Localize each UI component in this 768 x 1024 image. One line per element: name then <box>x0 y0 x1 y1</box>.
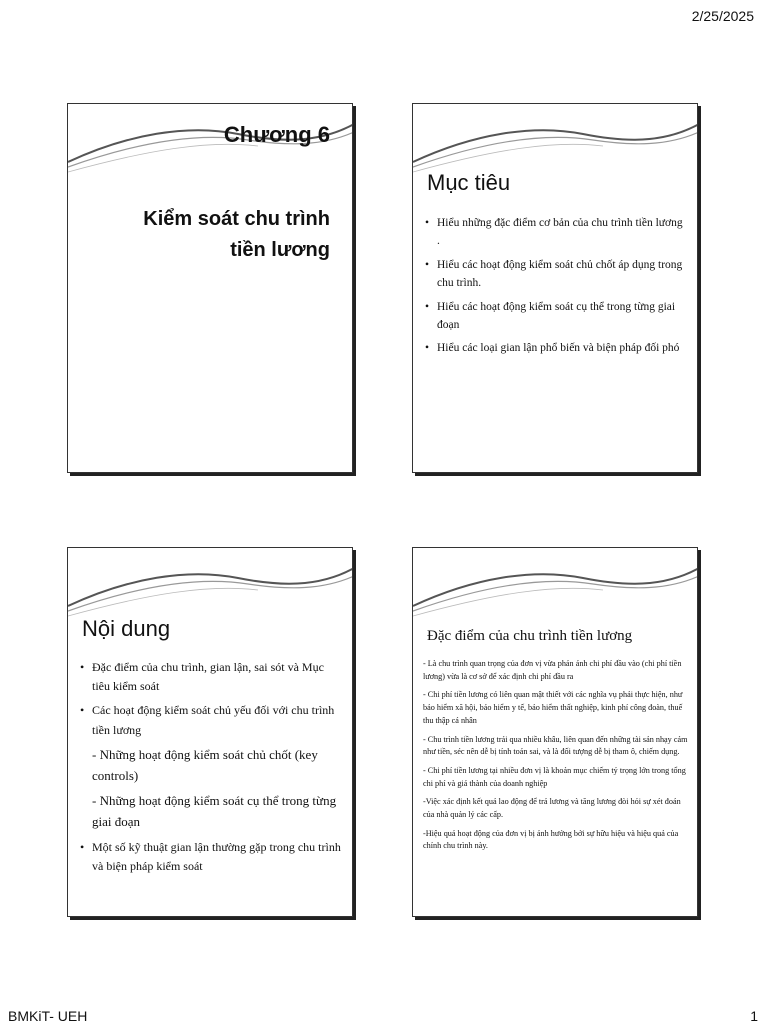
slide-2-objectives <box>412 103 698 473</box>
contents-list <box>80 658 342 881</box>
list-item: • Một số kỹ thuật gian lận thường gặp trong chu trình và biện pháp kiểm soát <box>80 838 342 876</box>
footer-source: BMKiT- UEH <box>8 1008 88 1024</box>
characteristics-text <box>423 658 691 859</box>
chapter-label: Chương 6 <box>223 122 330 147</box>
decorative-swoosh <box>413 104 698 174</box>
list-item: • Đặc điểm của chu trình, gian lận, sai sót và Mục tiêu kiểm soát <box>80 658 342 696</box>
slide-title: Nội dung <box>82 616 171 641</box>
decorative-swoosh <box>413 548 698 618</box>
objectives-list <box>425 214 687 363</box>
slide-3-contents <box>67 547 353 917</box>
list-item: • Các hoạt động kiểm soát chủ yếu đối với chu trình tiền lương <box>80 701 342 739</box>
title-line-1: Kiểm soát chu trình <box>143 208 330 230</box>
paragraph: -Việc xác định kết quả lao động để trả lương và tăng lương đòi hỏi sự xét đoán của nhà quản lý các cấp. <box>423 797 681 820</box>
date-stamp: 2/25/2025 <box>691 8 754 24</box>
list-item: • Hiểu những đặc điểm cơ bản của chu trình tiền lương . <box>425 214 687 251</box>
list-item: • Hiểu các hoạt động kiểm soát chủ chốt áp dụng trong chu trình. <box>425 256 687 293</box>
paragraph: -Hiệu quả hoạt động của đơn vị bị ảnh hưởng bởi sự hữu hiệu và hiệu quả của chính chu trình này. <box>423 828 679 851</box>
page-number: 1 <box>750 1008 758 1024</box>
paragraph: - Là chu trình quan trọng của đơn vị vừa phản ánh chi phí đầu vào (chi phí tiền lương) vừa là cơ sở để xác định chi phí đầu ra <box>423 659 682 681</box>
list-item: • Hiểu các loại gian lận phổ biến và biện pháp đối phó <box>425 339 687 357</box>
slide-title: Mục tiêu <box>427 170 511 195</box>
slide-1-title <box>67 103 353 473</box>
list-item: • Hiểu các hoạt động kiểm soát cụ thể trong từng giai đoạn <box>425 298 687 335</box>
list-subitem: - Những hoạt động kiểm soát cụ thể trong từng giai đoạn <box>92 793 337 830</box>
slide-title: Đặc điểm của chu trình tiền lương <box>427 628 633 644</box>
list-subitem: - Những hoạt động kiểm soát chủ chốt (key controls) <box>92 746 318 783</box>
paragraph: - Chi phí tiền lương tại nhiều đơn vị là khoản mục chiếm tỷ trọng lớn trong tổng chi phí và giá thành của doanh nghiệp <box>423 765 686 788</box>
slide-title <box>100 204 330 266</box>
slide-4-characteristics <box>412 547 698 917</box>
decorative-swoosh <box>68 548 353 618</box>
title-line-2: tiền lương <box>230 239 330 261</box>
paragraph: - Chu trình tiền lương trải qua nhiều khâu, liên quan đến những tài sản nhạy cảm như tiền, séc nên dễ bị tính toán sai, và là đối tượng dễ bị tham ô, chiếm dụng. <box>423 734 688 757</box>
paragraph: - Chi phí tiền lương có liên quan mật thiết với các nghĩa vụ phải thực hiện, như bảo hiểm xã hội, bảo hiểm y tế, bảo hiểm thất nghiệp, kinh phí công đoàn, thuế thu thập cá nhân <box>423 690 683 725</box>
